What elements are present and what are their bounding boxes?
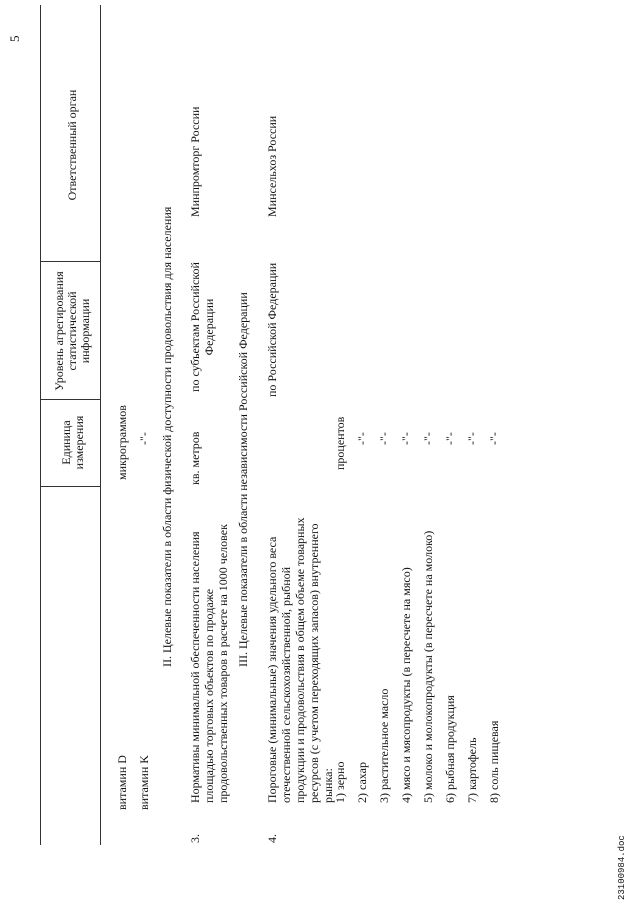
section-3-heading: III. Целевые показатели в области независимости Российской Федерации <box>236 292 250 667</box>
header-divider-organ <box>40 261 100 262</box>
table-top-line <box>40 5 41 845</box>
list-item-unit: -"- <box>355 432 369 445</box>
row-4-unit: процентов <box>333 416 347 470</box>
section-2-heading: II. Целевые показатели в области физической доступности продовольствия для населения <box>160 206 174 667</box>
list-item-unit: -"- <box>465 432 479 445</box>
list-item-label: 1) зерно <box>333 761 347 803</box>
list-item-label: 6) рыбная продукция <box>443 695 457 803</box>
row-3-level: по субъектам Российской Федерации <box>188 262 216 392</box>
row-3-text: Нормативы минимальной обеспеченности населения площадью торговых объектов по продаже продовольственных товаров в расчете на 1000 человек <box>188 524 230 803</box>
list-item-unit: -"- <box>399 432 413 445</box>
header-level: Уровень агрегирования статистической информации <box>52 271 92 391</box>
header-bottom-line <box>100 5 101 845</box>
vitamin-k-unit: -"- <box>137 432 151 445</box>
row-3-unit: кв. метров <box>188 431 202 485</box>
list-item-label: 5) молоко и молокопродукты (в пересчете на молоко) <box>421 530 435 803</box>
row-3-organ: Минпромторг России <box>188 106 202 217</box>
header-organ: Ответственный орган <box>65 89 79 201</box>
header-unit: Единица измерения <box>59 415 86 470</box>
list-item-label: 8) соль пищевая <box>487 720 501 803</box>
vitamin-k-label: витамин K <box>137 755 151 810</box>
list-item-label: 2) сахар <box>355 762 369 803</box>
header-divider-level <box>40 399 100 400</box>
page-number: 5 <box>7 35 22 42</box>
vitamin-d-unit: микрограммов <box>115 405 129 480</box>
list-item-unit: -"- <box>421 432 435 445</box>
list-item-label: 4) мясо и мясопродукты (в пересчете на мясо) <box>399 567 413 803</box>
list-item-label: 7) картофель <box>465 737 479 803</box>
row-4-level: по Российской Федерации <box>265 262 279 397</box>
row-4-text: Пороговые (минимальные) значения удельного веса отечественной сельскохозяйственной, рыбной продукции и продовольствия в общем объеме товарных ресурсов (с учетом переходящих запасов) внутреннего рынка: <box>265 517 335 803</box>
list-item-unit: -"- <box>443 432 457 445</box>
row-4-organ: Минсельхоз России <box>265 115 279 217</box>
list-item-label: 3) растительное масло <box>377 688 391 803</box>
document-code: 23100984.doc <box>617 835 627 900</box>
list-item-unit: -"- <box>487 432 501 445</box>
list-item-unit: -"- <box>377 432 391 445</box>
header-divider-unit <box>40 486 100 487</box>
vitamin-d-label: витамин D <box>115 755 129 810</box>
row-4-number: 4. <box>265 834 279 843</box>
row-3-number: 3. <box>188 834 202 843</box>
